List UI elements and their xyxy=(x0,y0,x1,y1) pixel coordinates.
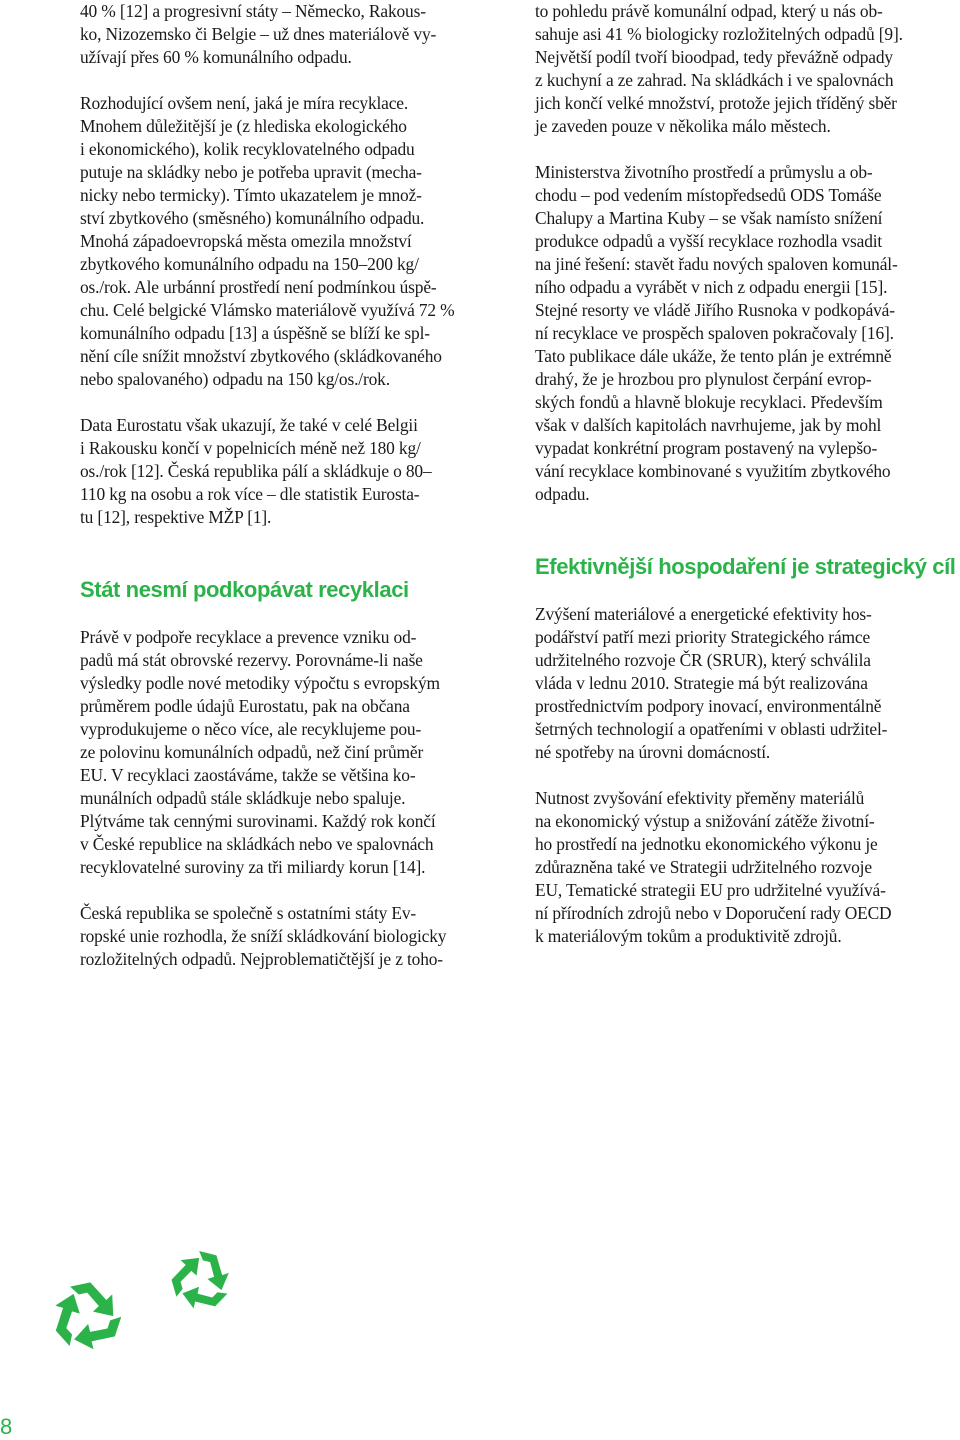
text-line: na jiné řešení: stavět řadu nových spaloven komunál- xyxy=(535,254,898,274)
text-line: vláda v lednu 2010. Strategie má být realizována xyxy=(535,673,868,693)
text-line: Právě v podpoře recyklace a prevence vzniku od- xyxy=(80,627,417,647)
text-line: zdůrazněna také ve Strategii udržitelného rozvoje xyxy=(535,857,872,877)
text-line: os./rok. Ale urbánní prostředí není podmínkou úspě- xyxy=(80,277,437,297)
text-line: Chalupy a Martina Kuby – se však namísto snížení xyxy=(535,208,883,228)
paragraph xyxy=(80,414,502,529)
text-line: v České republice na skládkách nebo ve spalovnách xyxy=(80,834,434,854)
text-line: ských fondů a hlavně blokuje recyklaci. Především xyxy=(535,392,883,412)
section-heading-efficiency: Efektivnější hospodaření je strategický cíl xyxy=(535,554,956,579)
text-line: nebo spalovaného) odpadu na 150 kg/os./rok. xyxy=(80,369,390,389)
text-line: ství zbytkového (směsného) komunálního odpadu. xyxy=(80,208,425,228)
text-line: výsledky podle nové metodiky výpočtu s evropským xyxy=(80,673,440,693)
text-line: i Rakousku končí v popelnicích méně než 180 kg/ xyxy=(80,438,421,458)
text-line: šetrných technologií a opatřeními v oblasti udržitel- xyxy=(535,719,888,739)
page-number: 8 xyxy=(0,1414,13,1439)
left-column-bottom-text xyxy=(80,626,502,971)
text-line: Data Eurostatu však ukazují, že také v celé Belgii xyxy=(80,415,418,435)
text-line: i ekonomického), kolik recyklovatelného odpadu xyxy=(80,139,415,159)
text-line: prostřednictvím podpory inovací, environmentálně xyxy=(535,696,882,716)
text-line: ropské unie rozhodla, že sníží skládkování biologicky xyxy=(80,926,447,946)
text-line: 40 % [12] a progresivní státy – Německo, Rakous- xyxy=(80,1,426,21)
text-line: z kuchyní a ze zahrad. Na skládkách i ve spalovnách xyxy=(535,70,894,90)
text-line: Ministerstva životního prostředí a průmyslu a ob- xyxy=(535,162,873,182)
text-line: os./rok [12]. Česká republika pálí a skládkuje o 80– xyxy=(80,461,432,481)
text-line: putuje na skládky nebo je potřeba upravit (mecha- xyxy=(80,162,422,182)
left-column xyxy=(80,0,502,529)
text-line: Tato publikace dále ukáže, že tento plán je extrémně xyxy=(535,346,892,366)
text-line: Nutnost zvyšování efektivity přeměny materiálů xyxy=(535,788,865,808)
text-line: komunálního odpadu [13] a úspěšně se blíží ke spl- xyxy=(80,323,430,343)
text-line: zbytkového komunálního odpadu na 150–200 kg/ xyxy=(80,254,419,274)
text-line: EU. V recyklaci zaostáváme, takže se většina ko- xyxy=(80,765,416,785)
text-line: k materiálovým tokům a produktivitě zdrojů. xyxy=(535,926,842,946)
text-line: drahý, že je hrozbou pro plynulost čerpání evrop- xyxy=(535,369,872,389)
text-line: vypadat konkrétní program postavený na vylepšo- xyxy=(535,438,878,458)
right-column xyxy=(535,0,960,506)
text-line: EU, Tematické strategii EU pro udržitelné využívá- xyxy=(535,880,886,900)
text-line: na ekonomický výstup a snižování zátěže životní- xyxy=(535,811,875,831)
paragraph xyxy=(80,626,502,879)
text-line: užívají přes 60 % komunálního odpadu. xyxy=(80,47,352,67)
text-line: podářství patří mezi priority Strategického rámce xyxy=(535,627,871,647)
left-column-bottom xyxy=(80,626,502,971)
text-line: Česká republika se společně s ostatními státy Ev- xyxy=(80,903,417,923)
text-line: to pohledu právě komunální odpad, který u nás ob- xyxy=(535,1,883,21)
text-line: vyprodukujeme o něco více, ale recyklujeme pou- xyxy=(80,719,422,739)
text-line: však v dalších kapitolách navrhujeme, jak by mohl xyxy=(535,415,882,435)
text-line: produkce odpadů a vyšší recyklace rozhodla vsadit xyxy=(535,231,883,251)
right-column-top-text xyxy=(535,0,960,506)
paragraph xyxy=(535,787,960,948)
text-line: 110 kg na osobu a rok více – dle statistik Eurosta- xyxy=(80,484,420,504)
left-column-top-text xyxy=(80,0,502,529)
text-line: nění cíle snížit množství zbytkového (skládkovaného xyxy=(80,346,442,366)
text-line: chodu – pod vedením místopředsedů ODS Tomáše xyxy=(535,185,882,205)
text-line: Plýtváme tak cennými surovinami. Každý rok končí xyxy=(80,811,436,831)
text-line: ho prostředí na jednotku ekonomického výkonu je xyxy=(535,834,878,854)
text-line: je zaveden pouze v několika málo městech. xyxy=(535,116,831,136)
paragraph xyxy=(535,603,960,764)
text-line: odpadu. xyxy=(535,484,590,504)
text-line: Rozhodující ovšem není, jaká je míra recyklace. xyxy=(80,93,409,113)
paragraph xyxy=(535,0,960,138)
paragraph xyxy=(80,902,502,971)
text-line: vání recyklace kombinované s využitím zbytkového xyxy=(535,461,891,481)
section-heading-recycling: Stát nesmí podkopávat recyklaci xyxy=(80,577,409,602)
recycle-icon-small xyxy=(164,1242,238,1316)
paragraph xyxy=(535,161,960,506)
text-line: ní recyklace ve prospěch spaloven pokračovaly [16]. xyxy=(535,323,894,343)
text-line: recyklovatelné suroviny za tři miliardy korun [14]. xyxy=(80,857,426,877)
text-line: ko, Nizozemsko či Belgie – už dnes materiálově vy- xyxy=(80,24,437,44)
text-line: padů má stát obrovské rezervy. Porovnáme-li naše xyxy=(80,650,423,670)
text-line: Stejné resorty ve vládě Jiřího Rusnoka v podkopává- xyxy=(535,300,895,320)
text-line: ní přírodních zdrojů nebo v Doporučení rady OECD xyxy=(535,903,892,923)
paragraph xyxy=(80,0,502,69)
text-line: Mnohem důležitější je (z hlediska ekologického xyxy=(80,116,407,136)
text-line: nicky nebo termicky). Tímto ukazatelem je množ- xyxy=(80,185,422,205)
right-column-bottom-text xyxy=(535,603,960,948)
text-line: průměrem podle údajů Eurostatu, pak na občana xyxy=(80,696,410,716)
paragraph xyxy=(80,92,502,391)
right-column-bottom xyxy=(535,603,960,948)
text-line: udržitelného rozvoje ČR (SRUR), který schválila xyxy=(535,650,871,670)
text-line: né spotřeby na úrovni domácností. xyxy=(535,742,771,762)
text-line: munálních odpadů stále skládkuje nebo spaluje. xyxy=(80,788,406,808)
text-line: Zvýšení materiálové a energetické efektivity hos- xyxy=(535,604,872,624)
text-line: chu. Celé belgické Vlámsko materiálově využívá 72 % xyxy=(80,300,455,320)
text-line: Mnohá západoevropská města omezila množství xyxy=(80,231,412,251)
text-line: sahuje asi 41 % biologicky rozložitelných odpadů [9]. xyxy=(535,24,903,44)
text-line: ze polovinu komunálních odpadů, než činí průměr xyxy=(80,742,424,762)
text-line: ního odpadu a vyrábět v nich z odpadu energii [15]. xyxy=(535,277,888,297)
text-line: rozložitelných odpadů. Nejproblematičtější je z toho- xyxy=(80,949,443,969)
text-line: Největší podíl tvoří bioodpad, tedy převážně odpady xyxy=(535,47,893,67)
text-line: tu [12], respektive MŽP [1]. xyxy=(80,507,272,527)
text-line: jich končí velké množství, protože jejich tříděný sběr xyxy=(535,93,897,113)
recycle-icon-large xyxy=(44,1270,130,1356)
